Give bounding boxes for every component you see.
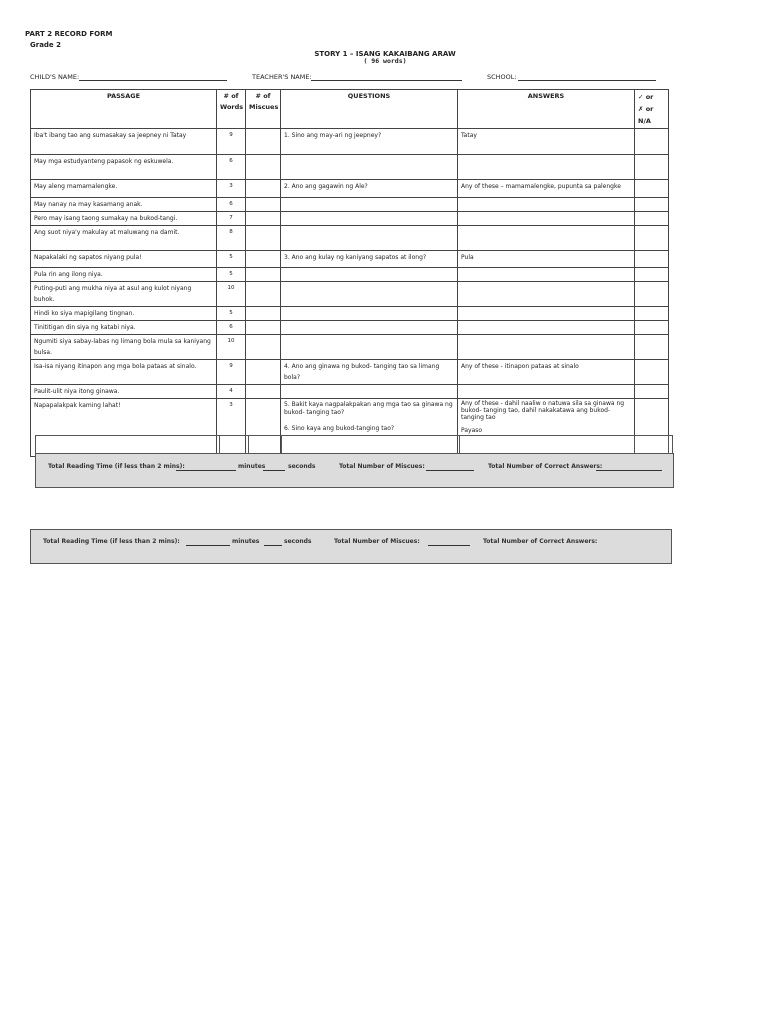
words-cell: 6 <box>217 198 246 212</box>
question-cell: 2. Ano ang gagawin ng Ale? <box>281 180 458 198</box>
passage-cell: Paulit-ulit niya itong ginawa. <box>31 385 217 399</box>
miscues-cell[interactable] <box>246 180 281 198</box>
words-cell: 7 <box>217 212 246 226</box>
record-table <box>30 89 669 457</box>
table-row <box>31 321 669 335</box>
grade-label: Grade 2 <box>30 41 61 49</box>
seconds-label: seconds <box>284 538 312 545</box>
correct-answers-label: Total Number of Correct Answers: <box>483 538 598 545</box>
reading-time-label: Total Reading Time (if less than 2 mins): <box>48 463 185 470</box>
minutes-label: minutes <box>232 538 260 545</box>
passage-cell: Tinititigan din siya ng katabi niya. <box>31 321 217 335</box>
miscues-cell[interactable] <box>246 268 281 282</box>
table-row <box>31 212 669 226</box>
answer-cell: Tatay <box>458 129 635 155</box>
teacher-name-field[interactable] <box>311 80 462 81</box>
question-5: 5. Bakit kaya nagpalakpakan ang mga tao sa ginawa ng bukod- tanging tao? <box>284 401 453 416</box>
miscues-cell[interactable] <box>246 212 281 226</box>
words-cell: 10 <box>217 335 246 360</box>
words-cell: 9 <box>217 360 246 385</box>
miscues-cell[interactable] <box>246 321 281 335</box>
table-row <box>31 198 669 212</box>
passage-cell: Ang suot niya'y makulay at maluwang na damit. <box>31 226 217 251</box>
check-cell[interactable] <box>635 226 669 251</box>
miscues-cell[interactable] <box>246 155 281 180</box>
answer-cell <box>458 155 635 180</box>
passage-cell: Isa-isa niyang itinapon ang mga bola pataas at sinalo. <box>31 360 217 385</box>
words-cell: 4 <box>217 385 246 399</box>
words-header: # of Words <box>217 90 246 129</box>
answer-cell <box>458 385 635 399</box>
answer-cell <box>458 307 635 321</box>
child-name-label: CHILD'S NAME: <box>30 73 80 81</box>
answer-cell: Any of these – mamamalengke, pupunta sa palengke <box>458 180 635 198</box>
table-row <box>31 180 669 198</box>
passage-cell: Iba't ibang tao ang sumasakay sa jeepney ni Tatay <box>31 129 217 155</box>
question-cell <box>281 307 458 321</box>
table-row <box>31 268 669 282</box>
miscues-field[interactable] <box>428 538 470 546</box>
answer-cell <box>458 282 635 307</box>
passage-cell: Napapalakpak kaming lahat! <box>31 399 217 457</box>
passage-cell: Puting-puti ang mukha niya at asul ang kulot niyang buhok. <box>31 282 217 307</box>
school-field[interactable] <box>518 80 656 81</box>
seconds-field[interactable] <box>264 538 282 546</box>
question-cell <box>281 282 458 307</box>
story-word-count: ( 96 words) <box>363 57 407 65</box>
check-cell[interactable] <box>635 385 669 399</box>
check-cell[interactable] <box>635 180 669 198</box>
summary-box-2 <box>30 529 672 564</box>
question-cell: 1. Sino ang may-ari ng jeepney? <box>281 129 458 155</box>
school-label: SCHOOL: <box>487 73 517 81</box>
check-cell[interactable] <box>635 198 669 212</box>
words-cell: 6 <box>217 155 246 180</box>
check-header: ✓ or ✗ or N/A <box>635 90 669 129</box>
child-name-field[interactable] <box>79 80 227 81</box>
question-cell <box>281 321 458 335</box>
answer-cell <box>458 198 635 212</box>
correct-answers-field[interactable] <box>596 463 662 471</box>
passage-header: PASSAGE <box>31 90 217 129</box>
passage-cell: May mga estudyanteng papasok ng eskuwela. <box>31 155 217 180</box>
minutes-field[interactable] <box>186 538 230 546</box>
question-cell <box>281 268 458 282</box>
words-cell: 8 <box>217 226 246 251</box>
miscues-cell[interactable] <box>246 226 281 251</box>
correct-answers-label: Total Number of Correct Answers: <box>488 463 603 470</box>
table-header-row <box>31 90 669 129</box>
table-row <box>31 360 669 385</box>
question-cell <box>281 198 458 212</box>
question-cell <box>281 335 458 360</box>
passage-cell: Pula rin ang ilong niya. <box>31 268 217 282</box>
question-cell <box>281 155 458 180</box>
miscues-label: Total Number of Miscues: <box>339 463 425 470</box>
words-cell: 6 <box>217 321 246 335</box>
answer-5: Any of these - dahil naaliw o natuwa sila sa ginawa ng bukod- tanging tao, dahil nakakatawa ang bukod-tanging tao <box>461 400 625 421</box>
miscues-cell[interactable] <box>246 385 281 399</box>
words-cell: 10 <box>217 282 246 307</box>
seconds-label: seconds <box>288 463 316 470</box>
passage-cell: Ngumiti siya sabay-labas ng limang bola mula sa kaniyang bulsa. <box>31 335 217 360</box>
table-row <box>31 251 669 268</box>
words-cell: 3 <box>217 399 246 457</box>
check-cell[interactable] <box>635 129 669 155</box>
miscues-cell[interactable] <box>246 129 281 155</box>
passage-cell: May nanay na may kasamang anak. <box>31 198 217 212</box>
story-title: STORY 1 – ISANG KAKAIBANG ARAW <box>314 50 456 58</box>
answer-cell <box>458 321 635 335</box>
check-cell[interactable] <box>635 307 669 321</box>
passage-cell: May aleng mamamalengke. <box>31 180 217 198</box>
minutes-label: minutes <box>238 463 266 470</box>
miscues-header: # of Miscues <box>246 90 281 129</box>
answer-cell <box>458 226 635 251</box>
question-cell: 4. Ano ang ginawa ng bukod- tanging tao sa limang bola? <box>281 360 458 385</box>
words-cell: 3 <box>217 180 246 198</box>
reading-time-label: Total Reading Time (if less than 2 mins): <box>43 538 180 545</box>
seconds-field[interactable] <box>263 463 285 471</box>
miscues-label: Total Number of Miscues: <box>334 538 420 545</box>
passage-cell: Hindi ko siya mapigilang tingnan. <box>31 307 217 321</box>
table-row <box>31 385 669 399</box>
miscues-cell[interactable] <box>246 282 281 307</box>
summary-box-1 <box>35 453 674 488</box>
passage-cell: Napakalaki ng sapatos niyang pula! <box>31 251 217 268</box>
miscues-cell[interactable] <box>246 307 281 321</box>
table-row <box>31 226 669 251</box>
extra-row <box>35 435 673 454</box>
question-cell <box>281 212 458 226</box>
miscues-field[interactable] <box>426 463 474 471</box>
miscues-cell[interactable] <box>246 335 281 360</box>
answer-cell: Any of these - itinapon pataas at sinalo <box>458 360 635 385</box>
check-cell[interactable] <box>635 282 669 307</box>
words-cell: 9 <box>217 129 246 155</box>
miscues-cell[interactable] <box>246 360 281 385</box>
check-cell[interactable] <box>635 268 669 282</box>
answer-cell <box>458 335 635 360</box>
answer-cell <box>458 268 635 282</box>
check-cell[interactable] <box>635 321 669 335</box>
passage-cell: Pero may isang taong sumakay na bukod-tangi. <box>31 212 217 226</box>
table-row <box>31 155 669 180</box>
question-cell: 3. Ano ang kulay ng kaniyang sapatos at ilong? <box>281 251 458 268</box>
question-cell <box>281 226 458 251</box>
table-row <box>31 129 669 155</box>
question-cell <box>281 385 458 399</box>
minutes-field[interactable] <box>176 463 236 471</box>
form-title: PART 2 RECORD FORM <box>25 30 113 38</box>
answer-cell <box>458 212 635 226</box>
table-row <box>31 282 669 307</box>
words-cell: 5 <box>217 268 246 282</box>
questions-header: QUESTIONS <box>281 90 458 129</box>
check-cell[interactable] <box>635 335 669 360</box>
miscues-cell[interactable] <box>246 251 281 268</box>
check-cell[interactable] <box>635 251 669 268</box>
answers-header: ANSWERS <box>458 90 635 129</box>
teacher-name-label: TEACHER'S NAME: <box>252 73 312 81</box>
miscues-cell[interactable] <box>246 198 281 212</box>
table-row <box>31 335 669 360</box>
answer-cell: Pula <box>458 251 635 268</box>
words-cell: 5 <box>217 307 246 321</box>
question-6: 6. Sino kaya ang bukod-tanging tao? <box>284 425 395 432</box>
check-cell[interactable] <box>635 360 669 385</box>
check-cell[interactable] <box>635 155 669 180</box>
check-cell[interactable] <box>635 212 669 226</box>
words-cell: 5 <box>217 251 246 268</box>
answer-6: Payaso <box>461 427 483 434</box>
table-row <box>31 307 669 321</box>
